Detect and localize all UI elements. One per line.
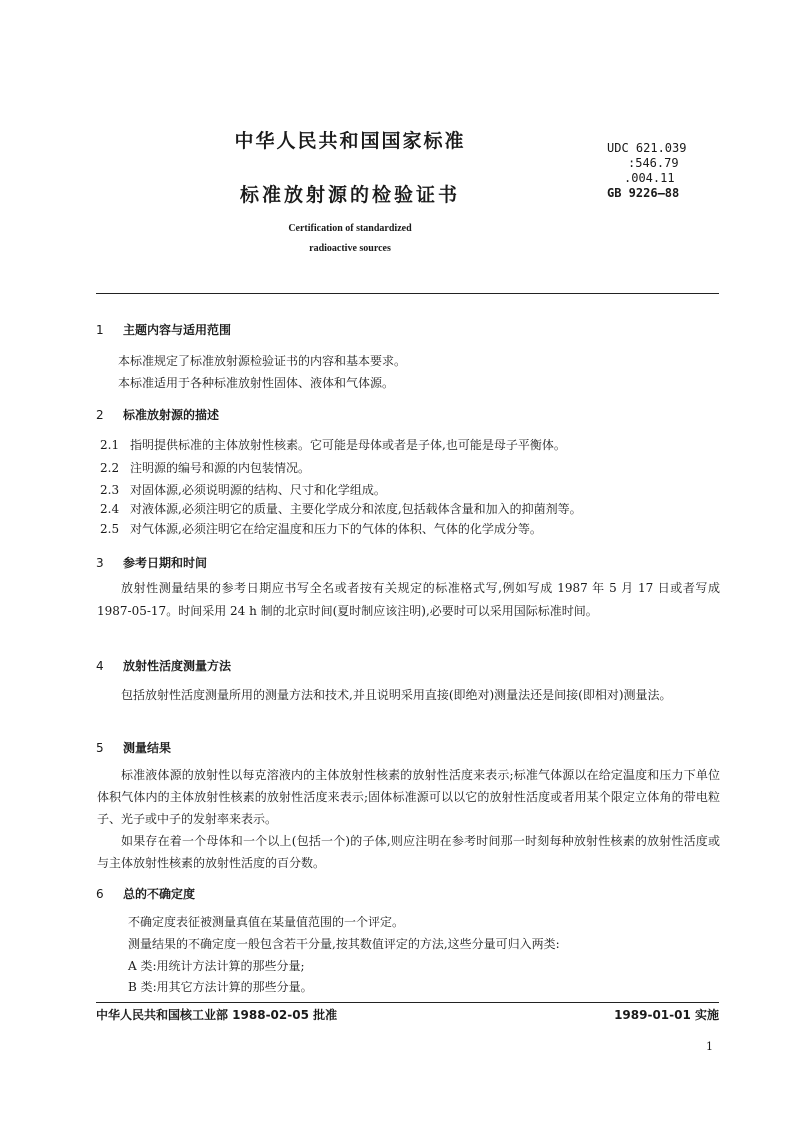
udc-line: UDC 621.039 bbox=[607, 141, 687, 155]
header-rule bbox=[96, 293, 719, 294]
paragraph: 包括放射性活度测量所用的测量方法和技术,并且说明采用直接(即绝对)测量法还是间接(即相对)测量法。 bbox=[121, 688, 672, 702]
item-number: 2.3 bbox=[100, 483, 120, 497]
udc-line: :546.79 bbox=[628, 156, 679, 170]
standard-header: 中华人民共和国国家标准 bbox=[234, 130, 466, 152]
section-heading bbox=[96, 554, 207, 571]
footer-rule bbox=[96, 1002, 719, 1003]
list-item bbox=[100, 500, 582, 517]
section-number: 6 bbox=[96, 887, 104, 901]
section-heading bbox=[96, 657, 231, 674]
section-title: 主题内容与适用范围 bbox=[123, 323, 232, 337]
list-item bbox=[100, 520, 542, 537]
paragraph-line: 本标准适用于各种标准放射性固体、液体和气体源。 bbox=[118, 376, 395, 390]
section-heading bbox=[96, 321, 231, 338]
item-text: 对液体源,必须注明它的质量、主要化学成分和浓度,包括载体含量和加入的抑菌剂等。 bbox=[130, 502, 582, 516]
section-heading bbox=[96, 739, 171, 756]
section-number: 2 bbox=[96, 408, 104, 422]
implementation-line: 1989-01-01 实施 bbox=[614, 1008, 719, 1022]
section-title: 放射性活度测量方法 bbox=[123, 659, 232, 673]
page-number: 1 bbox=[706, 1040, 713, 1053]
paragraph-line: 本标准规定了标准放射源检验证书的内容和基本要求。 bbox=[118, 354, 407, 368]
paragraph: 如果存在着一个母体和一个以上(包括一个)的子体,则应注明在参考时间那一时刻每种放射性核素的放射性活度或与主体放射性核素的放射性活度的百分数。 bbox=[97, 834, 720, 870]
item-text: 指明提供标准的主体放射性核素。它可能是母体或者是子体,也可能是母子平衡体。 bbox=[130, 438, 566, 452]
paragraph: 标准液体源的放射性以每克溶液内的主体放射性核素的放射性活度来表示;标准气体源以在给定温度和压力下单位体积气体内的主体放射性核素的放射性活度来表示;固体标准源可以以它的放射性活度或者用某个限定立体角的带电粒子、光子或中子的发射率来表示。 bbox=[97, 768, 720, 826]
paragraph-line: A 类:用统计方法计算的那些分量; bbox=[128, 959, 305, 973]
section-title: 总的不确定度 bbox=[123, 887, 196, 901]
item-text: 对固体源,必须说明源的结构、尺寸和化学组成。 bbox=[130, 483, 386, 497]
item-number: 2.1 bbox=[100, 438, 120, 452]
item-number: 2.5 bbox=[100, 522, 120, 536]
paragraph-line: 不确定度表征被测量真值在某量值范围的一个评定。 bbox=[128, 915, 405, 929]
english-title-line: radioactive sources bbox=[309, 243, 391, 254]
paragraph-line: 测量结果的不确定度一般包含若干分量,按其数值评定的方法,这些分量可归入两类: bbox=[128, 937, 560, 951]
section-number: 3 bbox=[96, 556, 104, 570]
item-text: 对气体源,必须注明它在给定温度和压力下的气体的体积、气体的化学成分等。 bbox=[130, 522, 542, 536]
paragraph: 放射性测量结果的参考日期应书写全名或者按有关规定的标准格式写,例如写成 1987 年 5 月 17 日或者写成 1987-05-17。时间采用 24 h 制的北京时间(夏时制应该注明),必要时可以采用国际标准时间。 bbox=[97, 581, 720, 618]
section-title: 标准放射源的描述 bbox=[123, 408, 220, 422]
item-text: 注明源的编号和源的内包装情况。 bbox=[130, 461, 311, 475]
item-number: 2.2 bbox=[100, 461, 120, 475]
udc-line: .004.11 bbox=[624, 171, 675, 185]
section-number: 4 bbox=[96, 659, 104, 673]
list-item bbox=[100, 459, 310, 476]
list-item bbox=[100, 436, 566, 453]
section-title: 参考日期和时间 bbox=[123, 556, 208, 570]
section-heading bbox=[96, 406, 219, 423]
document-title: 标准放射源的检验证书 bbox=[239, 184, 460, 206]
section-number: 5 bbox=[96, 741, 104, 755]
gb-number: GB 9226—88 bbox=[607, 186, 680, 200]
paragraph-line: B 类:用其它方法计算的那些分量。 bbox=[128, 980, 313, 994]
section-heading bbox=[96, 885, 195, 902]
section-number: 1 bbox=[96, 323, 104, 337]
approval-line: 中华人民共和国核工业部 1988-02-05 批准 bbox=[96, 1008, 338, 1022]
english-title-line: Certification of standardized bbox=[288, 223, 412, 234]
list-item bbox=[100, 481, 386, 498]
section-title: 测量结果 bbox=[123, 741, 172, 755]
item-number: 2.4 bbox=[100, 502, 120, 516]
